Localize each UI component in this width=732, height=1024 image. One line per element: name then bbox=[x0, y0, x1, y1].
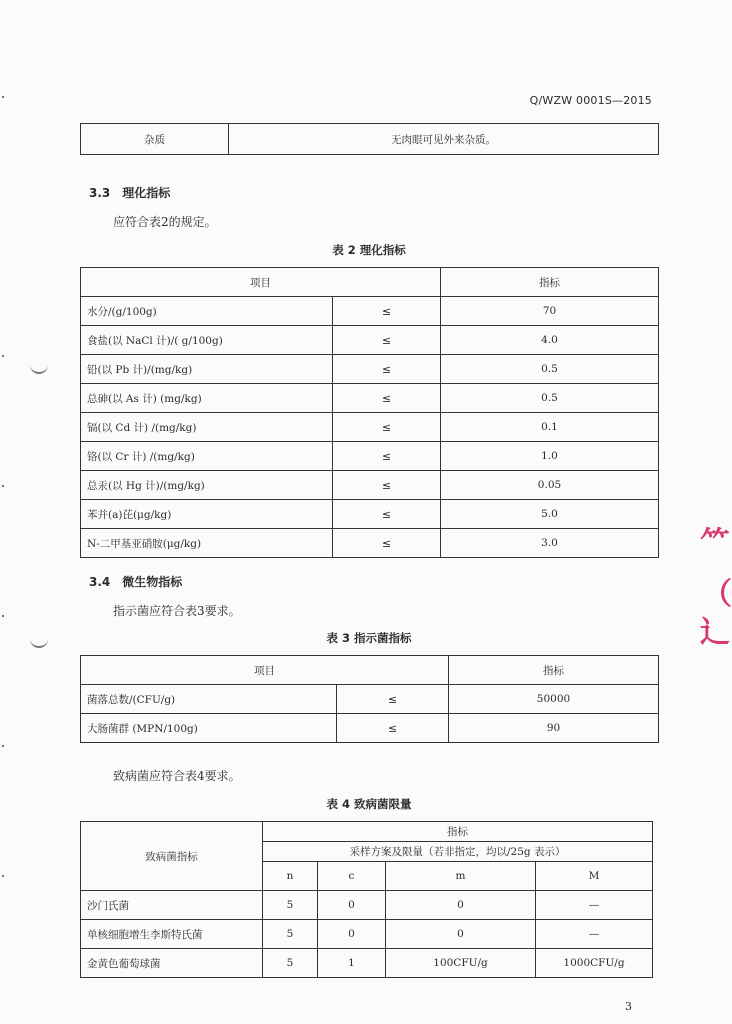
table-cell: ≤ bbox=[333, 500, 441, 529]
table-cell: 大肠菌群 (MPN/100g) bbox=[81, 714, 337, 743]
table-caption: 表 4 致病菌限量 bbox=[326, 797, 412, 811]
table-cell: 菌落总数/(CFU/g) bbox=[81, 685, 337, 714]
paragraph: 应符合表2的规定。 bbox=[113, 215, 217, 229]
table-cell: — bbox=[536, 920, 653, 949]
table-row bbox=[81, 124, 659, 155]
table-row bbox=[81, 326, 659, 355]
table-cell: 铬(以 Cr 计) /(mg/kg) bbox=[81, 442, 333, 471]
table-cell: 镉(以 Cd 计) /(mg/kg) bbox=[81, 413, 333, 442]
scan-dot bbox=[2, 355, 4, 357]
section-heading: 3.3 理化指标 bbox=[89, 186, 171, 200]
column-header: 致病菌指标 bbox=[81, 822, 263, 891]
stamp-fragment-icon: 辶 bbox=[700, 615, 730, 650]
column-header: 项目 bbox=[81, 268, 441, 297]
indicator-bacteria-table bbox=[80, 655, 659, 743]
table-cell: 5 bbox=[263, 949, 318, 978]
table-cell: 金黄色葡萄球菌 bbox=[81, 949, 263, 978]
scan-dot bbox=[2, 745, 4, 747]
impurity-table bbox=[80, 123, 659, 155]
column-header: M bbox=[536, 862, 653, 891]
table-cell: 0 bbox=[386, 920, 536, 949]
table-cell: ≤ bbox=[333, 355, 441, 384]
table-cell: N-二甲基亚硝胺(μg/kg) bbox=[81, 529, 333, 558]
table-row bbox=[81, 413, 659, 442]
table-cell: 沙门氏菌 bbox=[81, 891, 263, 920]
column-header: c bbox=[318, 862, 386, 891]
table-cell: 铅(以 Pb 计)/(mg/kg) bbox=[81, 355, 333, 384]
column-header: 项目 bbox=[81, 656, 449, 685]
table-row bbox=[81, 949, 653, 978]
column-header: 指标 bbox=[263, 822, 653, 842]
column-header: 采样方案及限量（若非指定，均以/25g 表示） bbox=[263, 842, 653, 862]
page-number: 3 bbox=[625, 1000, 632, 1013]
table-header-row bbox=[81, 268, 659, 297]
table-cell: ≤ bbox=[333, 384, 441, 413]
scan-dot bbox=[2, 485, 4, 487]
column-header: n bbox=[263, 862, 318, 891]
table-cell: 0.05 bbox=[441, 471, 659, 500]
table-row bbox=[81, 529, 659, 558]
table-cell: — bbox=[536, 891, 653, 920]
table-cell: 100CFU/g bbox=[386, 949, 536, 978]
table-cell: 5 bbox=[263, 920, 318, 949]
table-row bbox=[81, 891, 653, 920]
column-header: m bbox=[386, 862, 536, 891]
table-cell: 4.0 bbox=[441, 326, 659, 355]
table-cell: ≤ bbox=[333, 326, 441, 355]
table-cell: 水分/(g/100g) bbox=[81, 297, 333, 326]
table-cell: 5.0 bbox=[441, 500, 659, 529]
table-cell: ≤ bbox=[333, 442, 441, 471]
table-caption: 表 3 指示菌指标 bbox=[326, 631, 412, 645]
table-row bbox=[81, 355, 659, 384]
section-heading: 3.4 微生物指标 bbox=[89, 575, 183, 589]
table-row bbox=[81, 442, 659, 471]
table-cell: 0.5 bbox=[441, 355, 659, 384]
table-cell: 0 bbox=[386, 891, 536, 920]
scan-dot bbox=[2, 875, 4, 877]
column-header: 指标 bbox=[441, 268, 659, 297]
table-cell: 1.0 bbox=[441, 442, 659, 471]
table-cell: ≤ bbox=[337, 714, 449, 743]
table-cell: 0 bbox=[318, 891, 386, 920]
table-cell: 1 bbox=[318, 949, 386, 978]
table-cell: 1000CFU/g bbox=[536, 949, 653, 978]
physicochemical-table bbox=[80, 267, 659, 558]
scan-dot bbox=[2, 615, 4, 617]
table-cell: 5 bbox=[263, 891, 318, 920]
table-cell: 0.1 bbox=[441, 413, 659, 442]
table-caption: 表 2 理化指标 bbox=[332, 243, 406, 257]
table-cell: ≤ bbox=[333, 413, 441, 442]
table-cell: 总汞(以 Hg 计)/(mg/kg) bbox=[81, 471, 333, 500]
punch-hole-icon bbox=[30, 636, 48, 648]
table-row bbox=[81, 714, 659, 743]
table-cell: ≤ bbox=[333, 529, 441, 558]
paragraph: 指示菌应符合表3要求。 bbox=[113, 604, 241, 618]
table-row bbox=[81, 920, 653, 949]
table-cell: 总砷(以 As 计) (mg/kg) bbox=[81, 384, 333, 413]
table-cell: 杂质 bbox=[81, 124, 229, 155]
table-cell: 70 bbox=[441, 297, 659, 326]
table-header-row bbox=[81, 822, 653, 842]
table-cell: 单核细胞增生李斯特氏菌 bbox=[81, 920, 263, 949]
stamp-fragment-icon: （ bbox=[702, 577, 732, 612]
table-cell: ≤ bbox=[337, 685, 449, 714]
table-cell: 食盐(以 NaCl 计)/( g/100g) bbox=[81, 326, 333, 355]
table-row bbox=[81, 384, 659, 413]
column-header: 指标 bbox=[449, 656, 659, 685]
table-row bbox=[81, 685, 659, 714]
standard-number: Q/WZW 0001S—2015 bbox=[529, 94, 652, 107]
table-cell: 90 bbox=[449, 714, 659, 743]
table-cell: 0.5 bbox=[441, 384, 659, 413]
table-cell: 0 bbox=[318, 920, 386, 949]
paragraph: 致病菌应符合表4要求。 bbox=[113, 769, 241, 783]
table-cell: ≤ bbox=[333, 297, 441, 326]
pathogen-limits-table bbox=[80, 821, 653, 978]
table-header-row bbox=[81, 656, 659, 685]
table-row bbox=[81, 297, 659, 326]
table-cell: 3.0 bbox=[441, 529, 659, 558]
table-cell: 无肉眼可见外来杂质。 bbox=[229, 124, 659, 155]
table-row bbox=[81, 500, 659, 529]
table-cell: ≤ bbox=[333, 471, 441, 500]
table-cell: 50000 bbox=[449, 685, 659, 714]
punch-hole-icon bbox=[30, 362, 48, 374]
scan-dot bbox=[2, 96, 4, 98]
table-row bbox=[81, 471, 659, 500]
stamp-fragment-icon: ⺮ bbox=[700, 525, 730, 560]
table-cell: 苯并(a)芘(μg/kg) bbox=[81, 500, 333, 529]
